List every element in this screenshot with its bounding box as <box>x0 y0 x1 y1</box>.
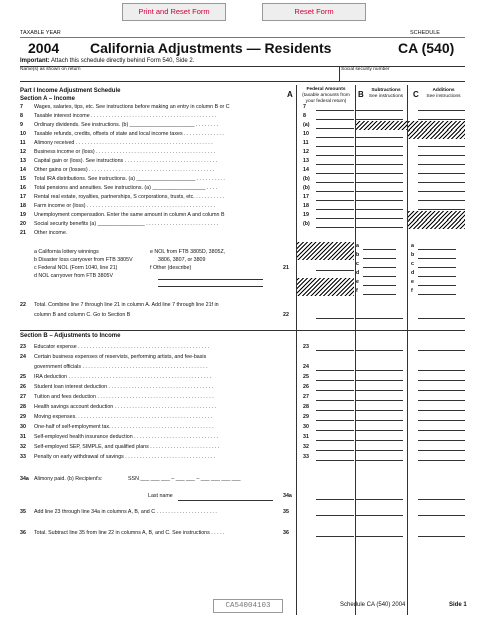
line-cb-field[interactable] <box>355 363 403 371</box>
col-c-letter: C <box>413 90 419 99</box>
line22-ref: 22 <box>283 312 289 318</box>
line21c-label: c Federal NOL (Form 1040, line 21) <box>34 265 118 271</box>
line-text: IRA deduction . . . . . . . . . . . . . . . . . . . . . . . . . . . . . . . . . . . . . . . . . . . . . . . . . <box>34 374 212 380</box>
schedule-label: SCHEDULE <box>410 30 440 36</box>
line21-sub-field[interactable] <box>418 276 456 277</box>
line21-sub-field[interactable] <box>418 285 456 286</box>
line21e-label: e NOL from FTB 3805D, 3805Z, <box>150 249 226 255</box>
line21b-label: b Disaster loss carryover from FTB 3805V <box>34 257 133 263</box>
line21-sub-letter: d <box>411 270 415 276</box>
line-cb-field[interactable] <box>355 139 403 147</box>
line-ref: 11 <box>303 140 309 146</box>
line-text: Social security benefits (a) ________________ . . . . . . . . . . . . . . . . . . . . . . . . . <box>34 221 219 227</box>
line21-sub-field[interactable] <box>363 276 396 277</box>
line-num: 23 <box>20 344 26 350</box>
line-cb-field[interactable] <box>355 202 403 210</box>
line-cc-field[interactable] <box>418 343 465 351</box>
line-num: 29 <box>20 414 26 420</box>
line21-sub-field[interactable] <box>418 258 456 259</box>
line-text: Penalty on early withdrawal of savings . . . . . . . . . . . . . . . . . . . . . . . . . . . . . . . <box>34 454 216 460</box>
line-cc-field[interactable] <box>418 433 465 441</box>
line-cb-field[interactable] <box>355 433 403 441</box>
line-text: Certain business expenses of reservists, performing artists, and fee-basis <box>34 354 207 360</box>
footer-side: Side 1 <box>449 602 467 608</box>
hatched-cell <box>408 130 465 139</box>
line-num: 11 <box>20 140 26 146</box>
line-num: 26 <box>20 384 26 390</box>
important-text: Attach this schedule directly behind Form 540, Side 2. <box>51 58 195 64</box>
form-id: CA (540) <box>398 40 455 56</box>
line-text: Taxable refunds, credits, offsets of state and local income taxes . . . . . . . . . . . . . . <box>34 131 224 137</box>
line-text: Student loan interest deduction . . . . . . . . . . . . . . . . . . . . . . . . . . . . . . . . . . . . <box>34 384 213 390</box>
line21-sub-letter: e <box>411 279 414 285</box>
line-cc-field[interactable] <box>418 443 465 451</box>
line-cb-field[interactable] <box>355 130 403 138</box>
line21-sub-letter: b <box>356 252 360 258</box>
line-ca-field[interactable] <box>316 157 354 165</box>
line-cb-field[interactable] <box>355 423 403 431</box>
line-num: 28 <box>20 404 26 410</box>
line-num: 10 <box>20 131 26 137</box>
line-num: 27 <box>20 394 26 400</box>
line34a-ref: 34a <box>283 493 292 499</box>
col-c-note: See instructions <box>426 94 461 99</box>
line36-col-b[interactable] <box>355 529 403 537</box>
line-cc-field[interactable] <box>418 423 465 431</box>
line21-sub-letter: f <box>411 288 413 294</box>
line-cc-field[interactable] <box>418 393 465 401</box>
line-cc-field[interactable] <box>418 175 465 183</box>
line34a-num: 34a <box>20 476 29 482</box>
important-label: Important: <box>20 58 50 64</box>
line21-sub-field[interactable] <box>418 267 456 268</box>
line-num: 33 <box>20 454 26 460</box>
line22-col-a[interactable] <box>316 311 354 319</box>
line21-sub-field[interactable] <box>418 294 456 295</box>
col-b-title: Subtractions <box>371 88 401 93</box>
line-ref: 12 <box>303 149 309 155</box>
section-a-title: Section A – Income <box>20 96 75 102</box>
line35-col-b[interactable] <box>355 508 403 516</box>
line-ca-field[interactable] <box>316 373 354 381</box>
line-ca-field[interactable] <box>316 211 354 219</box>
ssn-field[interactable] <box>341 73 465 81</box>
line-num: 32 <box>20 444 26 450</box>
line-ca-field[interactable] <box>316 121 354 129</box>
line22-num: 22 <box>20 302 26 308</box>
line-num: 31 <box>20 434 26 440</box>
line-ca-field[interactable] <box>316 343 354 351</box>
line-text: Business income or (loss) . . . . . . . . . . . . . . . . . . . . . . . . . . . . . . . . . . . . . . . . . <box>34 149 216 155</box>
line36-col-c[interactable] <box>418 529 465 537</box>
footer-schedule: Schedule CA (540) 2004 <box>340 602 406 608</box>
line-num: 18 <box>20 203 26 209</box>
line-ref: 23 <box>303 344 309 350</box>
line-cb-field[interactable] <box>355 453 403 461</box>
line21-sub-letter: a <box>411 243 414 249</box>
recipient-lastname-label: Last name <box>148 493 173 499</box>
name-field[interactable] <box>20 67 338 80</box>
line-text: Self-employed SEP, SIMPLE, and qualified plans . . . . . . . . . . . . . . . . . . . . . . . . <box>34 444 220 450</box>
line-cc-field[interactable] <box>418 383 465 391</box>
line36-num: 36 <box>20 530 26 536</box>
line-num: 25 <box>20 374 26 380</box>
line-ref: 19 <box>303 212 309 218</box>
line-text: Taxable interest income . . . . . . . . . . . . . . . . . . . . . . . . . . . . . . . . . . . . . . . . . . . <box>34 113 217 119</box>
line-cb-field[interactable] <box>355 175 403 183</box>
line-num: 7 <box>20 104 23 110</box>
ssn-label: Social security number <box>341 67 390 72</box>
hatched-cell <box>297 278 354 296</box>
hatched-cell <box>356 121 407 130</box>
line35-text: Add line 23 through line 34a in columns A, B, and C . . . . . . . . . . . . . . . . . . . . . <box>34 509 217 515</box>
line-cb-field[interactable] <box>355 343 403 351</box>
line-ca-field[interactable] <box>316 453 354 461</box>
reset-form-button[interactable]: Reset Form <box>262 3 366 21</box>
line-ref: 32 <box>303 444 309 450</box>
col-a-letter: A <box>287 90 293 99</box>
line-num: 9 <box>20 122 23 128</box>
line21-sub-letter: f <box>356 288 358 294</box>
line-cc-field[interactable] <box>418 453 465 461</box>
col-a-title: Federal Amounts <box>306 87 346 92</box>
line-ca-field[interactable] <box>316 103 354 111</box>
line-cb-field[interactable] <box>355 393 403 401</box>
col-b-letter: B <box>358 90 364 99</box>
line-cc-field[interactable] <box>418 103 465 111</box>
line-ca-field[interactable] <box>316 403 354 411</box>
line-cb-field[interactable] <box>355 211 403 219</box>
line-ca-field[interactable] <box>316 202 354 210</box>
part1-title: Part I Income Adjustment Schedule <box>20 88 121 94</box>
line22-text-cont: column B and column C. Go to Section B <box>34 312 131 318</box>
line-text: Farm income or (loss) . . . . . . . . . . . . . . . . . . . . . . . . . . . . . . . . . . . . . . . . . . . . <box>34 203 216 209</box>
line-cc-field[interactable] <box>418 193 465 201</box>
line-cc-field[interactable] <box>418 157 465 165</box>
line21-sub-field[interactable] <box>363 285 396 286</box>
taxable-year-label: TAXABLE YEAR <box>20 30 61 36</box>
line-cb-field[interactable] <box>355 220 403 228</box>
line-ref: 27 <box>303 394 309 400</box>
line-cb-field[interactable] <box>355 157 403 165</box>
line-text: Tuition and fees deduction . . . . . . . . . . . . . . . . . . . . . . . . . . . . . . . . . . . . . . . . <box>34 394 214 400</box>
line21-col-a[interactable] <box>316 263 354 271</box>
line-ref: 24 <box>303 364 309 370</box>
line-cc-field[interactable] <box>418 184 465 192</box>
line-text: Alimony received . . . . . . . . . . . . . . . . . . . . . . . . . . . . . . . . . . . . . . . . . . . . . . . <box>34 140 213 146</box>
line-ca-field[interactable] <box>316 184 354 192</box>
line22-col-b[interactable] <box>355 311 403 319</box>
line21-sub-field[interactable] <box>363 258 396 259</box>
form-title: California Adjustments — Residents <box>90 40 332 56</box>
line-text: Educator expense . . . . . . . . . . . . . . . . . . . . . . . . . . . . . . . . . . . . . . . . . . . . . <box>34 344 210 350</box>
line36-ref: 36 <box>283 530 289 536</box>
line-text: One-half of self-employment tax. . . . . . . . . . . . . . . . . . . . . . . . . . . . . . . . . . . . <box>34 424 214 430</box>
line21-sub-letter: d <box>356 270 360 276</box>
line-cc-field[interactable] <box>418 166 465 174</box>
line34a-col-c[interactable] <box>418 492 465 500</box>
line-ca-field[interactable] <box>316 166 354 174</box>
line-cb-field[interactable] <box>355 184 403 192</box>
line-ref: (b) <box>303 185 310 191</box>
line21-sub-letter: c <box>356 261 359 267</box>
line-ref: 17 <box>303 194 309 200</box>
print-and-reset-button[interactable]: Print and Reset Form <box>122 3 226 21</box>
line-cb-field[interactable] <box>355 413 403 421</box>
line-ref: 31 <box>303 434 309 440</box>
line-ref: 30 <box>303 424 309 430</box>
line-ca-field[interactable] <box>316 112 354 120</box>
line21-sub-letter: a <box>356 243 359 249</box>
line21-sub-field[interactable] <box>363 249 396 250</box>
line-cb-field[interactable] <box>355 112 403 120</box>
line-ca-field[interactable] <box>316 443 354 451</box>
line34a-text: Alimony paid. (b) Recipient's: <box>34 476 103 482</box>
line-ref: (a) <box>303 122 310 128</box>
line-cb-field[interactable] <box>355 373 403 381</box>
line36-text: Total. Subtract line 35 from line 22 in columns A, B, and C. See instructions . . . . . <box>34 530 225 536</box>
line-ca-field[interactable] <box>316 383 354 391</box>
name-label: Name(s) as shown on return <box>20 67 81 72</box>
line-cc-field[interactable] <box>418 112 465 120</box>
line35-col-c[interactable] <box>418 508 465 516</box>
line-cc-field[interactable] <box>418 202 465 210</box>
line-text: Rental real estate, royalties, partnerships, S corporations, trusts, etc. . . . . . . . . . . <box>34 194 225 200</box>
hatched-cell <box>408 121 465 130</box>
line-cb-field[interactable] <box>355 148 403 156</box>
line-num: 30 <box>20 424 26 430</box>
tax-year: 2004 <box>28 40 60 56</box>
line-text: Wages, salaries, tips, etc. See instructions before making an entry in column B or C <box>34 104 230 110</box>
line-ref: 14 <box>303 167 309 173</box>
line-cc-field[interactable] <box>418 403 465 411</box>
line-ref: 25 <box>303 374 309 380</box>
line-ca-field[interactable] <box>316 393 354 401</box>
line35-num: 35 <box>20 509 26 515</box>
line-ca-field[interactable] <box>316 175 354 183</box>
hatched-cell <box>408 220 465 229</box>
line-ref: (b) <box>303 176 310 182</box>
barcode: CA54004103 <box>213 599 283 613</box>
col-b-note: See instructions <box>368 94 404 99</box>
line-text: Total pensions and annuities. See instructions. (a) __________________ . . . . <box>34 185 218 191</box>
line21e-label-cont: 3806, 3807, or 3809 <box>158 257 206 263</box>
line-text: Total IRA distributions. See instructions. (a) ____________________ . . . . . . . . . . <box>34 176 225 182</box>
line34a-col-b[interactable] <box>355 492 403 500</box>
line-cc-field[interactable] <box>418 413 465 421</box>
line21-sub-letter: e <box>356 279 359 285</box>
line36-col-a[interactable] <box>316 529 354 537</box>
line-num: 17 <box>20 194 26 200</box>
line-ref: 8 <box>303 113 306 119</box>
line-num: 14 <box>20 167 26 173</box>
line-num: 16 <box>20 185 26 191</box>
line-text: Self-employed health insurance deduction . . . . . . . . . . . . . . . . . . . . . . . . . . . . . <box>34 434 218 440</box>
line-ref: 33 <box>303 454 309 460</box>
line-cc-field[interactable] <box>418 363 465 371</box>
line-text: government officials . . . . . . . . . . . . . . . . . . . . . . . . . . . . . . . . . . . . . . . . . . . <box>34 364 208 370</box>
line21-sub-field[interactable] <box>418 249 456 250</box>
line-ref: 10 <box>303 131 309 137</box>
line-cc-field[interactable] <box>418 139 465 147</box>
line-ref: 28 <box>303 404 309 410</box>
line35-col-a[interactable] <box>316 508 354 516</box>
line-ca-field[interactable] <box>316 413 354 421</box>
line-num: 15 <box>20 176 26 182</box>
line-ca-field[interactable] <box>316 363 354 371</box>
line-cc-field[interactable] <box>418 148 465 156</box>
line-ca-field[interactable] <box>316 139 354 147</box>
hatched-cell <box>408 211 465 220</box>
line-ca-field[interactable] <box>316 148 354 156</box>
line-cb-field[interactable] <box>355 443 403 451</box>
line-num: 21 <box>20 230 26 236</box>
line-text: Unemployment compensation. Enter the same amount in column A and column B <box>34 212 225 218</box>
line-cb-field[interactable] <box>355 166 403 174</box>
line-ref: (b) <box>303 221 310 227</box>
line21a-label: a California lottery winnings <box>34 249 99 255</box>
hatched-cell <box>297 242 354 260</box>
line21d-label: d NOL carryover from FTB 3805V <box>34 273 113 279</box>
line-cb-field[interactable] <box>355 383 403 391</box>
line-text: Ordinary dividends. See instructions. (b) ______________________ . . . . . . . . <box>34 122 219 128</box>
line21f-label: f Other (describe) <box>150 265 192 271</box>
line-num: 19 <box>20 212 26 218</box>
section-b-title: Section B – Adjustments to Income <box>20 333 121 339</box>
line34a-col-a[interactable] <box>316 492 354 500</box>
line21-sub-letter: c <box>411 261 414 267</box>
line-text: Capital gain or (loss). See instructions . . . . . . . . . . . . . . . . . . . . . . . . . . . . . . . . <box>34 158 218 164</box>
line-ca-field[interactable] <box>316 220 354 228</box>
recipient-ssn[interactable]: SSN ___ ___ ___ – ___ ___ – ___ ___ ___ ___ <box>128 476 241 482</box>
line-text: Health savings account deduction . . . . . . . . . . . . . . . . . . . . . . . . . . . . . . . . . . . <box>34 404 217 410</box>
line-cb-field[interactable] <box>355 403 403 411</box>
line21-ref: 21 <box>283 265 289 271</box>
line35-ref: 35 <box>283 509 289 515</box>
adjustment-line <box>20 353 465 362</box>
line-ca-field[interactable] <box>316 193 354 201</box>
line-ref: 29 <box>303 414 309 420</box>
col-c-title: Additions <box>432 88 455 93</box>
line-cb-field[interactable] <box>355 193 403 201</box>
line22-col-c[interactable] <box>418 311 465 319</box>
line21-sub-field[interactable] <box>363 267 396 268</box>
line-num: 12 <box>20 149 26 155</box>
line-ref: 13 <box>303 158 309 164</box>
line-text: Other gains or (losses) . . . . . . . . . . . . . . . . . . . . . . . . . . . . . . . . . . . . . . . . . . . <box>34 167 215 173</box>
line-cb-field[interactable] <box>355 103 403 111</box>
col-a-note: (taxable amounts from your federal return) <box>302 93 350 104</box>
line-text: Other income. <box>34 230 68 236</box>
line-ref: 7 <box>303 104 306 110</box>
line-num: 13 <box>20 158 26 164</box>
line-ref: 26 <box>303 384 309 390</box>
line-ca-field[interactable] <box>316 433 354 441</box>
income-line <box>20 229 465 238</box>
line-num: 24 <box>20 354 26 360</box>
line-num: 20 <box>20 221 26 227</box>
line-ref: 18 <box>303 203 309 209</box>
line-num: 8 <box>20 113 23 119</box>
line22-text: Total. Combine line 7 through line 21 in column A. Add line 7 through line 21f in <box>34 302 219 308</box>
line-text: Moving expenses. . . . . . . . . . . . . . . . . . . . . . . . . . . . . . . . . . . . . . . . . . . . . . . <box>34 414 213 420</box>
line-cc-field[interactable] <box>418 373 465 381</box>
line21-sub-letter: b <box>411 252 415 258</box>
line-ca-field[interactable] <box>316 423 354 431</box>
line21-sub-field[interactable] <box>363 294 396 295</box>
line-ca-field[interactable] <box>316 130 354 138</box>
